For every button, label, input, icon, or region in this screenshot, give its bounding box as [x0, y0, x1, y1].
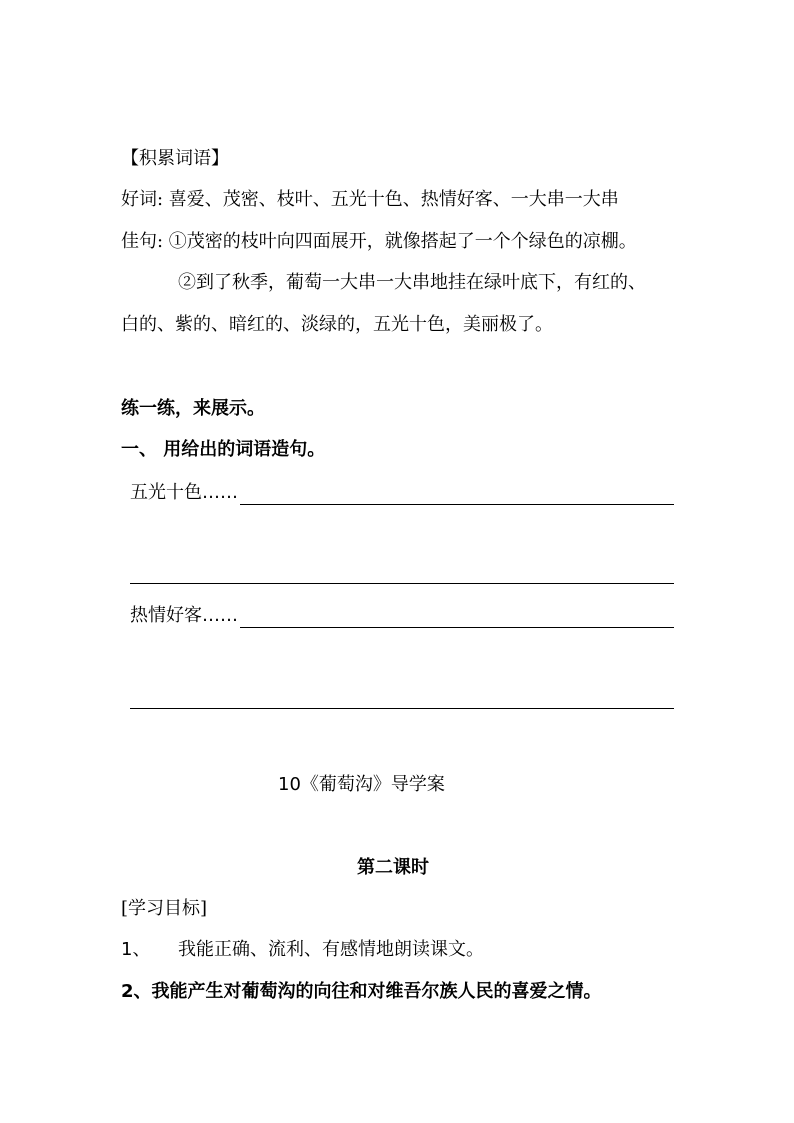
good-words: 好词: 喜爱、茂密、枝叶、五光十色、热情好客、一大串一大串: [121, 189, 619, 210]
fill-item-2-label: 热情好客……: [130, 605, 238, 626]
fill-item-1-blank[interactable]: [240, 482, 674, 505]
lesson-period: 第二课时: [357, 857, 429, 878]
good-sentence-2-continued: 白的、紫的、暗红的、淡绿的，五光十色，美丽极了。: [121, 314, 553, 335]
lesson-title: 10《葡萄沟》导学案: [278, 774, 445, 795]
practice-title: 练一练，来展示。: [121, 398, 265, 419]
fill-item-2-extra-blank[interactable]: [130, 708, 674, 709]
objective-1: 我能正确、流利、有感情地朗读课文。: [178, 939, 484, 960]
fill-item-2: [130, 602, 674, 628]
fill-item-1: [130, 479, 674, 505]
fill-item-1-extra-blank[interactable]: [130, 583, 674, 584]
objective-2: 2、我能产生对葡萄沟的向往和对维吾尔族人民的喜爱之情。: [121, 981, 602, 1002]
objective-1-number: 1、: [121, 939, 151, 960]
fill-item-2-blank[interactable]: [240, 605, 674, 628]
vocab-heading: 【积累词语】: [121, 148, 229, 169]
fill-item-1-label: 五光十色……: [130, 482, 238, 503]
good-sentence-2: ②到了秋季，葡萄一大串一大串地挂在绿叶底下，有红的、: [178, 272, 646, 293]
objectives-heading: [学习目标]: [121, 898, 208, 919]
practice-task-1: 一、 用给出的词语造句。: [121, 439, 326, 460]
good-sentence-1: 佳句: ①茂密的枝叶向四面展开，就像搭起了一个个绿色的凉棚。: [121, 231, 637, 252]
